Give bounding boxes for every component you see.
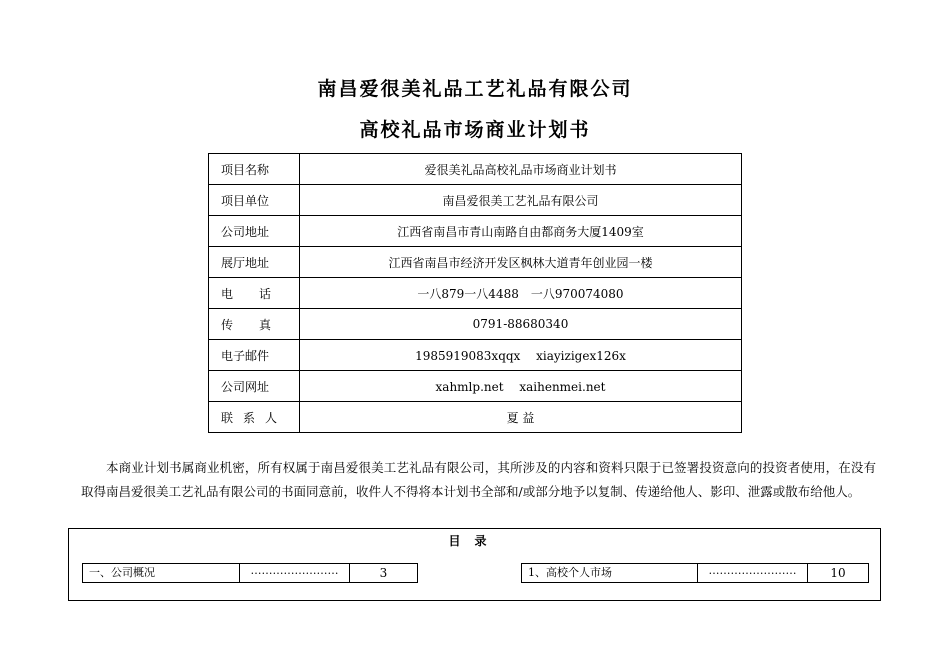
row-value: 爱很美礼品高校礼品市场商业计划书 bbox=[300, 154, 742, 185]
toc-entry-label: 1、高校个人市场 bbox=[522, 564, 698, 582]
toc-entry-leader: …………………… bbox=[698, 564, 808, 582]
table-row bbox=[209, 278, 742, 309]
table-of-contents bbox=[68, 528, 881, 601]
row-label: 电子邮件 bbox=[209, 340, 300, 371]
table-row bbox=[209, 371, 742, 402]
row-value: 江西省南昌市青山南路自由都商务大厦1409室 bbox=[300, 216, 742, 247]
row-label: 传真 bbox=[209, 309, 300, 340]
table-row bbox=[209, 247, 742, 278]
table-row bbox=[209, 309, 742, 340]
toc-entry[interactable] bbox=[521, 563, 869, 583]
toc-entry-page: 3 bbox=[379, 566, 388, 580]
row-value: 一八879一八4488 一八970074080 bbox=[300, 278, 742, 309]
row-value: xahmlp.net xaihenmei.net bbox=[300, 371, 742, 402]
company-title: 南昌爱很美礼品工艺礼品有限公司 bbox=[317, 78, 633, 100]
document-title: 高校礼品市场商业计划书 bbox=[359, 119, 591, 141]
row-label: 公司网址 bbox=[209, 371, 300, 402]
row-label: 联系人 bbox=[209, 402, 300, 433]
table-row bbox=[209, 216, 742, 247]
table-row bbox=[209, 185, 742, 216]
toc-entry-page: 10 bbox=[830, 566, 846, 580]
row-value: 江西省南昌市经济开发区枫林大道青年创业园一楼 bbox=[300, 247, 742, 278]
row-label: 项目单位 bbox=[209, 185, 300, 216]
row-label: 公司地址 bbox=[209, 216, 300, 247]
confidentiality-notice: 本商业计划书属商业机密，所有权属于南昌爱很美工艺礼品有限公司，其所涉及的内容和资料只限于已签署投资意向的投资者使用，在没有取得南昌爱很美工艺礼品有限公司的书面同意前，收件人不得将本计划书全部和/或部分地予以复制、传递给他人、影印、泄露或散布给他人。 bbox=[81, 460, 876, 499]
row-value: 0791-88680340 bbox=[300, 309, 742, 340]
toc-entry[interactable] bbox=[82, 563, 418, 583]
table-row bbox=[209, 340, 742, 371]
table-row bbox=[209, 402, 742, 433]
table-row bbox=[209, 154, 742, 185]
row-label: 项目名称 bbox=[209, 154, 300, 185]
toc-entry-label: 一、公司概况 bbox=[83, 564, 240, 582]
toc-title: 目录 bbox=[448, 534, 501, 548]
row-value: 1985919083xqqx xiayizigex126x bbox=[300, 340, 742, 371]
row-value: 南昌爱很美工艺礼品有限公司 bbox=[300, 185, 742, 216]
row-label: 展厅地址 bbox=[209, 247, 300, 278]
row-label: 电话 bbox=[209, 278, 300, 309]
toc-entry-leader: …………………… bbox=[240, 564, 350, 582]
project-info-table bbox=[208, 153, 742, 433]
row-value: 夏 益 bbox=[300, 402, 742, 433]
